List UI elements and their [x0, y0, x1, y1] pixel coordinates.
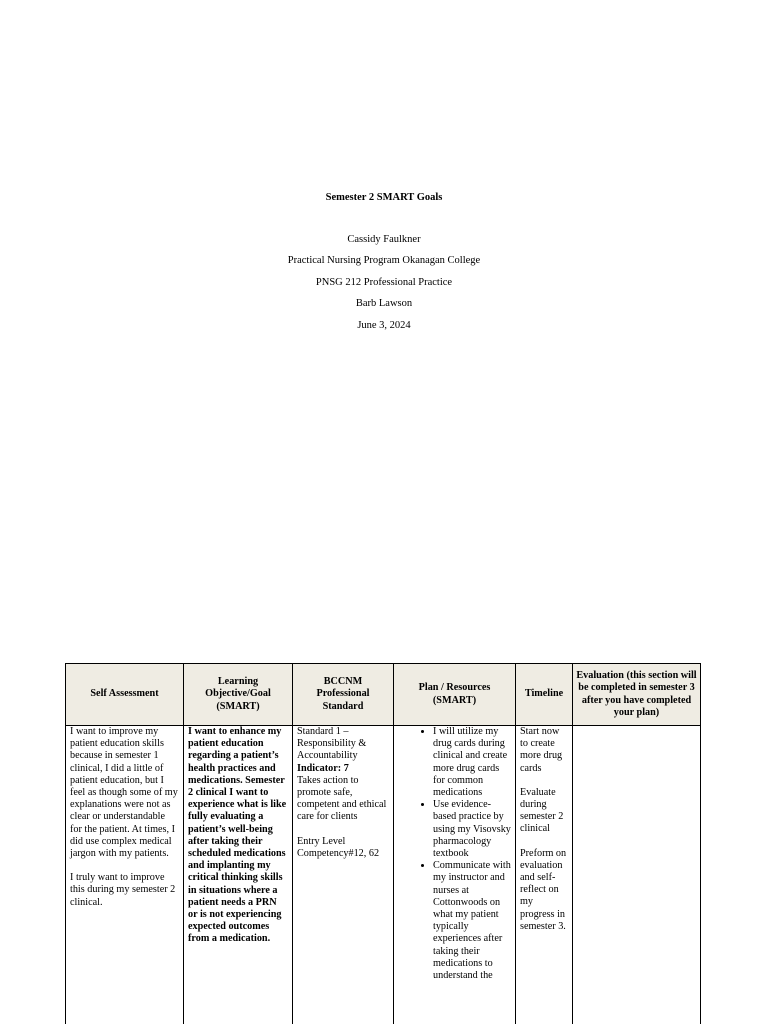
document-date: June 3, 2024	[357, 319, 411, 331]
title-page	[0, 193, 768, 342]
cell-learning-objective	[184, 726, 293, 1024]
cell-bccnm-standard	[293, 726, 394, 1024]
header-bccnm-standard: BCCNM Professional Standard	[293, 664, 394, 726]
header-self-assessment: Self Assessment	[66, 664, 184, 726]
timeline-text: Start now to create more drug cards	[520, 726, 563, 774]
indicator-label: Indicator: 7	[297, 762, 349, 774]
cell-timeline	[516, 726, 573, 1024]
list-item: • Use evidence-based practice by using my Visovsky pharmacology textbook	[433, 799, 511, 860]
self-assessment-text-2: I truly want to improve this during my semester 2 clinical.	[70, 872, 176, 908]
header-plan-resources: Plan / Resources (SMART)	[394, 664, 516, 726]
list-item: • I will utilize my drug cards during clinical and create more drug cards for common medications	[433, 726, 511, 799]
header-evaluation: Evaluation (this section will be completed in semester 3 after you have completed your plan)	[573, 664, 701, 726]
timeline-text-3: Preform on evaluation and self-reflect on my progress in semester 3.	[520, 847, 567, 932]
document-title: Semester 2 SMART Goals	[325, 192, 443, 203]
indicator-text: Takes action to promote safe, competent and ethical care for clients	[297, 774, 387, 823]
timeline-text-2: Evaluate during semester 2 clinical	[520, 786, 564, 835]
competency-text: Entry Level Competency#12, 62	[297, 835, 380, 859]
header-timeline: Timeline	[516, 664, 573, 726]
self-assessment-text: I want to improve my patient education skills because in semester 1 clinical, I did a little of patient education, but I feel as though some of my explanations were not as clear or understandable for the patient. At times, I did use complex medical jargon with my patients.	[70, 726, 178, 860]
smart-goals-table	[65, 663, 701, 1024]
plan-list	[398, 726, 511, 982]
cell-plan-resources	[394, 726, 516, 1024]
program-name: Practical Nursing Program Okanagan College	[287, 255, 481, 266]
instructor-name: Barb Lawson	[355, 298, 413, 309]
course-name: PNSG 212 Professional Practice	[315, 276, 453, 288]
learning-objective-text: I want to enhance my patient education regarding a patient’s health practices and medications. Semester 2 clinical I want to experience what is like fully evaluating a patient’s well-being after taking their scheduled medications and implanting my critical thinking skills in situations where a patient needs a PRN or is not experiencing expected outcomes from a medication.	[188, 726, 287, 945]
table-row	[66, 726, 701, 1024]
header-learning-objective: Learning Objective/Goal (SMART)	[184, 664, 293, 726]
cell-evaluation	[573, 726, 701, 1024]
table-header-row	[66, 664, 701, 726]
standard-text: Standard 1 – Responsibility & Accountability	[297, 726, 367, 762]
author-name: Cassidy Faulkner	[347, 233, 421, 245]
cell-self-assessment	[66, 726, 184, 1024]
list-item: • Communicate with my instructor and nurses at Cottonwoods on what my patient typically experiences after taking their medications to understand the	[433, 860, 511, 982]
